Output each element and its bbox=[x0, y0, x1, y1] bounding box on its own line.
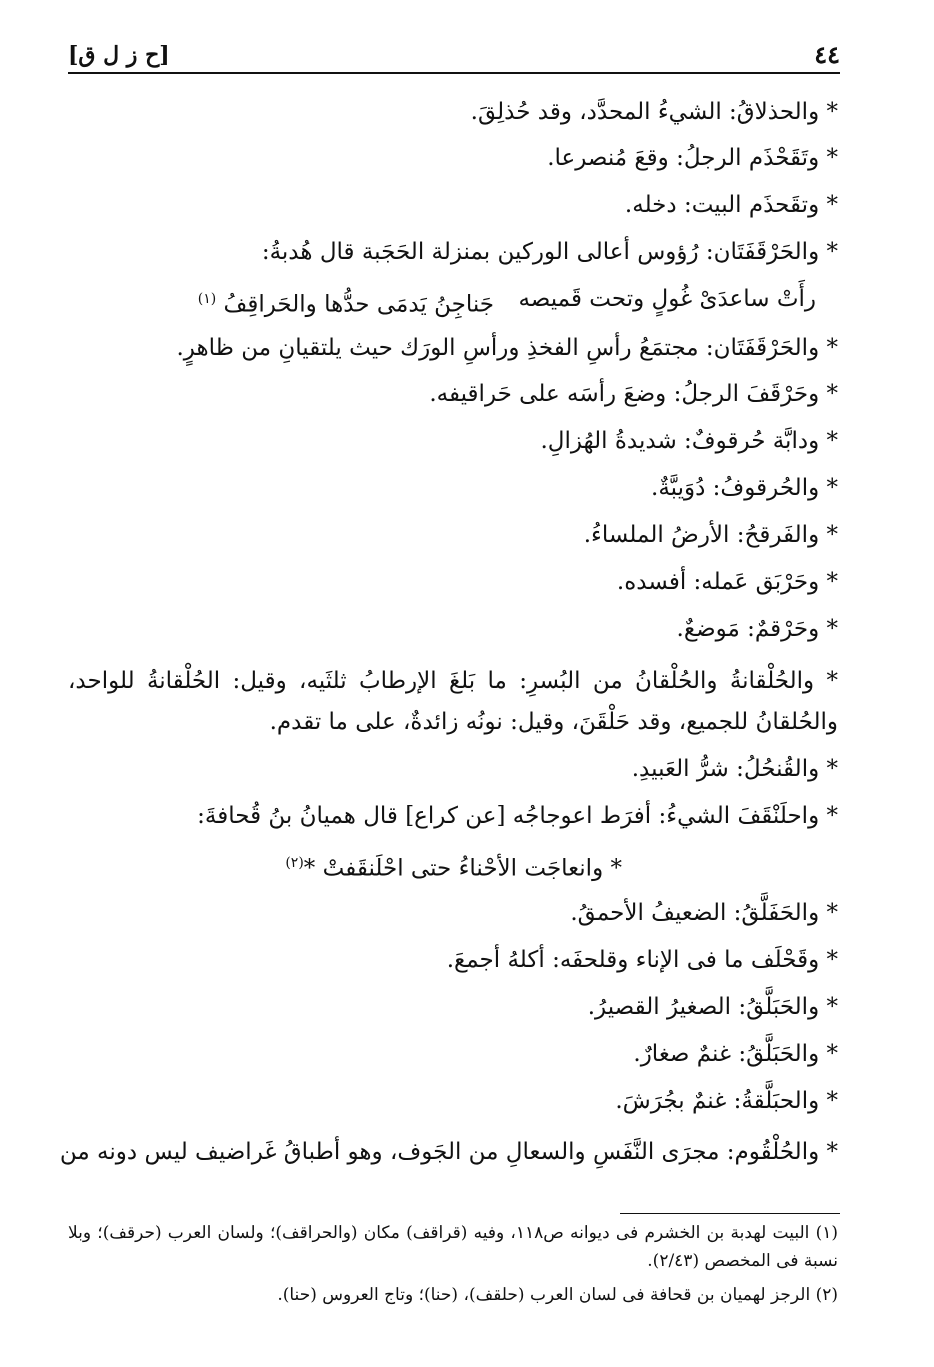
page-header bbox=[68, 40, 840, 76]
entry-line: * والقُنحُلُ: شرُّ العَبيدِ. bbox=[631, 756, 838, 782]
entry-line: * والحَبَلَّقُ: غنمٌ صغارٌ. bbox=[633, 1041, 838, 1067]
footnote: نسبة فى المخصص (٢/٤٣). bbox=[647, 1251, 838, 1271]
footnote-marker-1: (١) bbox=[197, 291, 217, 307]
verse-first-hemistich: رأَتْ ساعدَىْ غُولٍ وتحت قَميصه bbox=[518, 286, 816, 312]
entry-line: * والحَبَلَّقُ: الصغيرُ القصيرُ. bbox=[587, 994, 838, 1020]
verse-second-text: جَناجِنُ يَدمَى حدُّها والحَراقِفُ bbox=[223, 291, 494, 318]
verse-second-hemistich bbox=[198, 284, 494, 320]
rajaz-verse bbox=[285, 848, 622, 884]
entry-line: والحُلقانُ للجميع، وقد حَلْقَنَ، وقيل: نونُه زائدةٌ، على ما تقدم. bbox=[269, 709, 838, 735]
root-letters: [ح ز ل ق] bbox=[68, 42, 170, 68]
entry-line: * والحُرقوفُ: دُوَيبَّةٌ. bbox=[651, 475, 838, 501]
footnote: (١) البيت لهدبة بن الخشرم فى ديوانه ص١١٨، وفيه (قراقف) مكان (والحراقف)؛ ولسان العرب (حرقف)؛ وبلا bbox=[68, 1223, 838, 1243]
entry-line: * والحَرْقَفَتَان: مجتمَعُ رأسِ الفخذِ ورأسِ الورَك حيث يلتقيانِ من ظاهرٍ. bbox=[176, 335, 838, 361]
entry-line: * والفَرقحُ: الأرضُ الملساءُ. bbox=[583, 522, 838, 548]
entry-line: * وتَقَحْذَم الرجلُ: وقعَ مُنصرعا. bbox=[547, 145, 838, 171]
entry-line: * وقَحْلَف ما فى الإناء وقلحفَه: أكلهُ أجمعَ. bbox=[446, 947, 838, 973]
footnote: (٢) الرجز لهميان بن قحافة فى لسان العرب (حلقف)، (حنا)؛ وتاج العروس (حنا). bbox=[277, 1285, 838, 1305]
rajaz-text: * وانعاجَت الأحْناءُ حتى احْلَنقَفتْ * bbox=[303, 855, 622, 882]
entry-line: * والحُلْقُوم: مجرَى النَّفَسِ والسعالِ من الجَوف، وهو أطباقُ غَراضيف ليس دونه من bbox=[59, 1139, 838, 1165]
entry-line: * وحَرْقمٌ: مَوضعٌ. bbox=[676, 616, 838, 642]
entry-line: * والحَرْقَفَتَان: رُؤوس أعالى الوركين بمنزلة الحَجَبة قال هُدبةُ: bbox=[261, 239, 838, 265]
entry-line: * وحَرْقَفَ الرجلُ: وضعَ رأسَه على حَراقيفه. bbox=[429, 381, 838, 407]
entry-line: * واحلَنْقَفَ الشيءُ: أفرَط اعوجاجُه [عن كراع] قال هميانُ بنُ قُحافةَ: bbox=[197, 803, 838, 829]
entry-line: * وحَرْبَق عَمله: أفسده. bbox=[616, 569, 838, 595]
entry-line: * ودابَّة حُرقوفٌ: شديدةُ الهُزالِ. bbox=[540, 428, 838, 454]
entry-line: * وتقَحذَم البيت: دخله. bbox=[624, 192, 838, 218]
footnote-rule bbox=[620, 1213, 840, 1214]
page-number: ٤٤ bbox=[814, 40, 840, 69]
header-rule bbox=[68, 72, 840, 74]
entry-line: * والحذلاقُ: الشيءُ المحدَّد، وقد حُذلِقَ. bbox=[470, 99, 838, 125]
footnote-marker-2: (٢) bbox=[285, 855, 304, 871]
entry-line: * والحبَلَّقةُ: غنمٌ بجُرَشَ. bbox=[615, 1088, 838, 1114]
entry-line: * والحَفَلَّقُ: الضعيفُ الأحمقُ. bbox=[570, 900, 838, 926]
entry-line: * والحُلْقانةُ والحُلْقانُ من البُسرِ: ما بَلغَ الإرطابُ ثلثَيه، وقيل: الحُلْقانةُ للواحد، bbox=[68, 668, 838, 694]
